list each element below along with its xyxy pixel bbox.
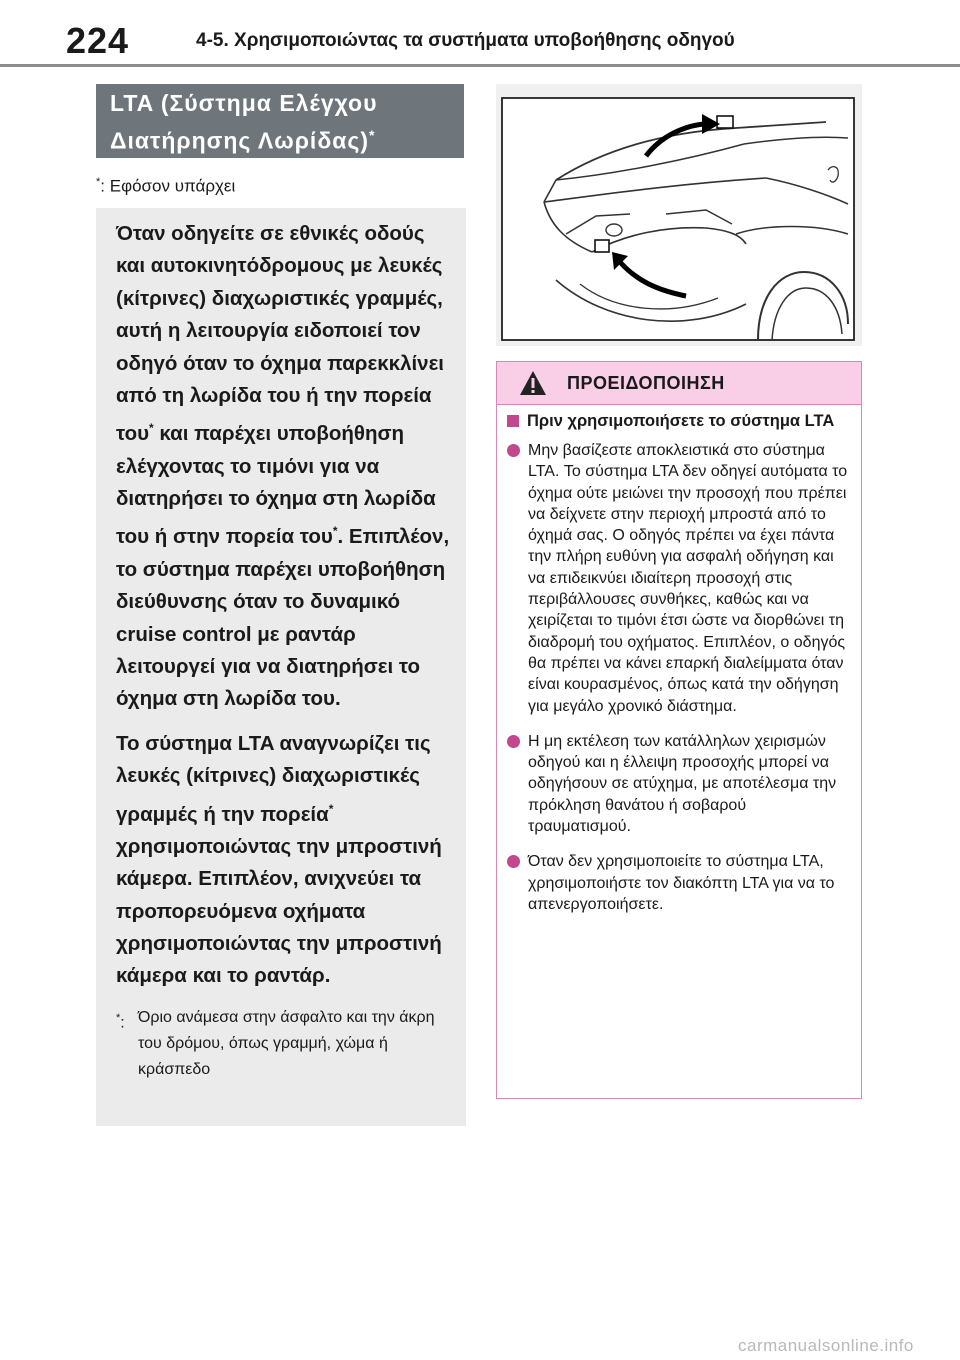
warning-item: Η μη εκτέλεση των κατάλληλων χειρισμών οδηγού και η έλλειψη προσοχής μπορεί να οδηγήσουν σε ατύχημα, με αποτέλεσμα την πρόκληση θανάτου ή σοβαρού τραυματισμού. bbox=[505, 731, 849, 837]
round-bullet-icon bbox=[507, 444, 520, 457]
warning-triangle-icon bbox=[519, 370, 547, 396]
description-box bbox=[96, 208, 466, 1126]
warning-title: ΠΡΟΕΙΔΟΠΟΙΗΣΗ bbox=[567, 373, 725, 393]
asterisk: * bbox=[369, 127, 376, 143]
watermark: carmanualsonline.info bbox=[738, 1336, 914, 1355]
warning-body bbox=[497, 405, 861, 915]
footnote-text: Όριο ανάμεσα στην άσφαλτο και την άκρη του δρόμου, όπως γραμμή, χώμα ή κράσπεδο bbox=[138, 1008, 435, 1078]
round-bullet-icon bbox=[507, 855, 520, 868]
warning-header bbox=[497, 362, 861, 405]
section-title-line1: LTA (Σύστημα Ελέγχου bbox=[110, 90, 378, 116]
footnote: *: Όριο ανάμεσα στην άσφαλτο και την άκρη του δρόμου, όπως γραμμή, χώμα ή κράσπεδο bbox=[116, 1005, 450, 1083]
availability-note: *: Εφόσον υπάρχει bbox=[96, 176, 236, 196]
page-number: 224 bbox=[66, 20, 130, 61]
warning-subheading: Πριν χρησιμοποιήσετε το σύστημα LTA bbox=[505, 411, 849, 432]
warning-item: Μην βασίζεστε αποκλειστικά στο σύστημα LTA. Το σύστημα LTA δεν οδηγεί αυτόματα το όχημα ούτε μειώνει την προσοχή που πρέπει να δείχνετε στην περιοχή μπροστά από το όχημά σας. Ο οδηγός πρέπει να έχει πάντα την πλήρη ευθύνη για ασφαλή οδήγηση και να επιδεικνύει ιδιαίτερη προσοχή στις περιβάλλουσες συνθήκες, καθώς και να χειρίζεται το τιμόνι έτσι ώστε να διορθώνει τη διαδρομή του οχήματος. Επιπλέον, ο οδηγός θα πρέπει να κάνει επαρκή διαλείμματα όταν είναι κουρασμένος, όπως κατά την οδήγηση για μεγάλο χρονικό διάστημα. bbox=[505, 440, 849, 717]
description-paragraph-2: Το σύστημα LTA αναγνωρίζει τις λευκές (κίτρινες) διαχωριστικές γραμμές ή την πορεία* χρησιμοποιώντας την μπροστινή κάμερα. Επιπλέον, ανιχνεύει τα προπορευόμενα οχήματα χρησιμοποιώντας την μπροστινή κάμερα και το ραντάρ. bbox=[116, 731, 442, 988]
round-bullet-icon bbox=[507, 735, 520, 748]
radar-sensor bbox=[595, 240, 609, 252]
description-paragraph-1: Όταν οδηγείτε σε εθνικές οδούς και αυτοκινητόδρομους με λευκές (κίτρινες) διαχωριστικές γραμμές, αυτή η λειτουργία ειδοποιεί τον οδηγό όταν το όχημα παρεκκλίνει από τη λωρίδα του ή την πορεία του* και παρέχει υποβοήθηση ελέγχοντας το τιμόνι για να διατηρήσει το όχημα στη λωρίδα του ή στην πορεία του*. Επιπλέον, το σύστημα παρέχει υποβοήθηση διεύθυνσης όταν το δυναμικό cruise control με ραντάρ λειτουργεί για να διατηρήσει το όχημα στη λωρίδα του. bbox=[116, 222, 450, 711]
header-divider bbox=[0, 64, 960, 67]
front-camera-sensor bbox=[717, 116, 733, 128]
square-bullet-icon bbox=[507, 415, 519, 427]
warning-box bbox=[496, 361, 862, 1099]
chapter-title: 4-5. Χρησιμοποιώντας τα συστήματα υποβοήθησης οδηγού bbox=[196, 30, 735, 51]
section-title-box bbox=[96, 84, 464, 158]
car-sensor-illustration bbox=[496, 84, 862, 346]
section-title-line2: Διατήρησης Λωρίδας)* bbox=[110, 127, 376, 154]
car-front-drawing bbox=[496, 84, 862, 346]
warning-item: Όταν δεν χρησιμοποιείτε το σύστημα LTA, χρησιμοποιήστε τον διακόπτη LTA για να το απενεργοποιήσετε. bbox=[505, 851, 849, 915]
